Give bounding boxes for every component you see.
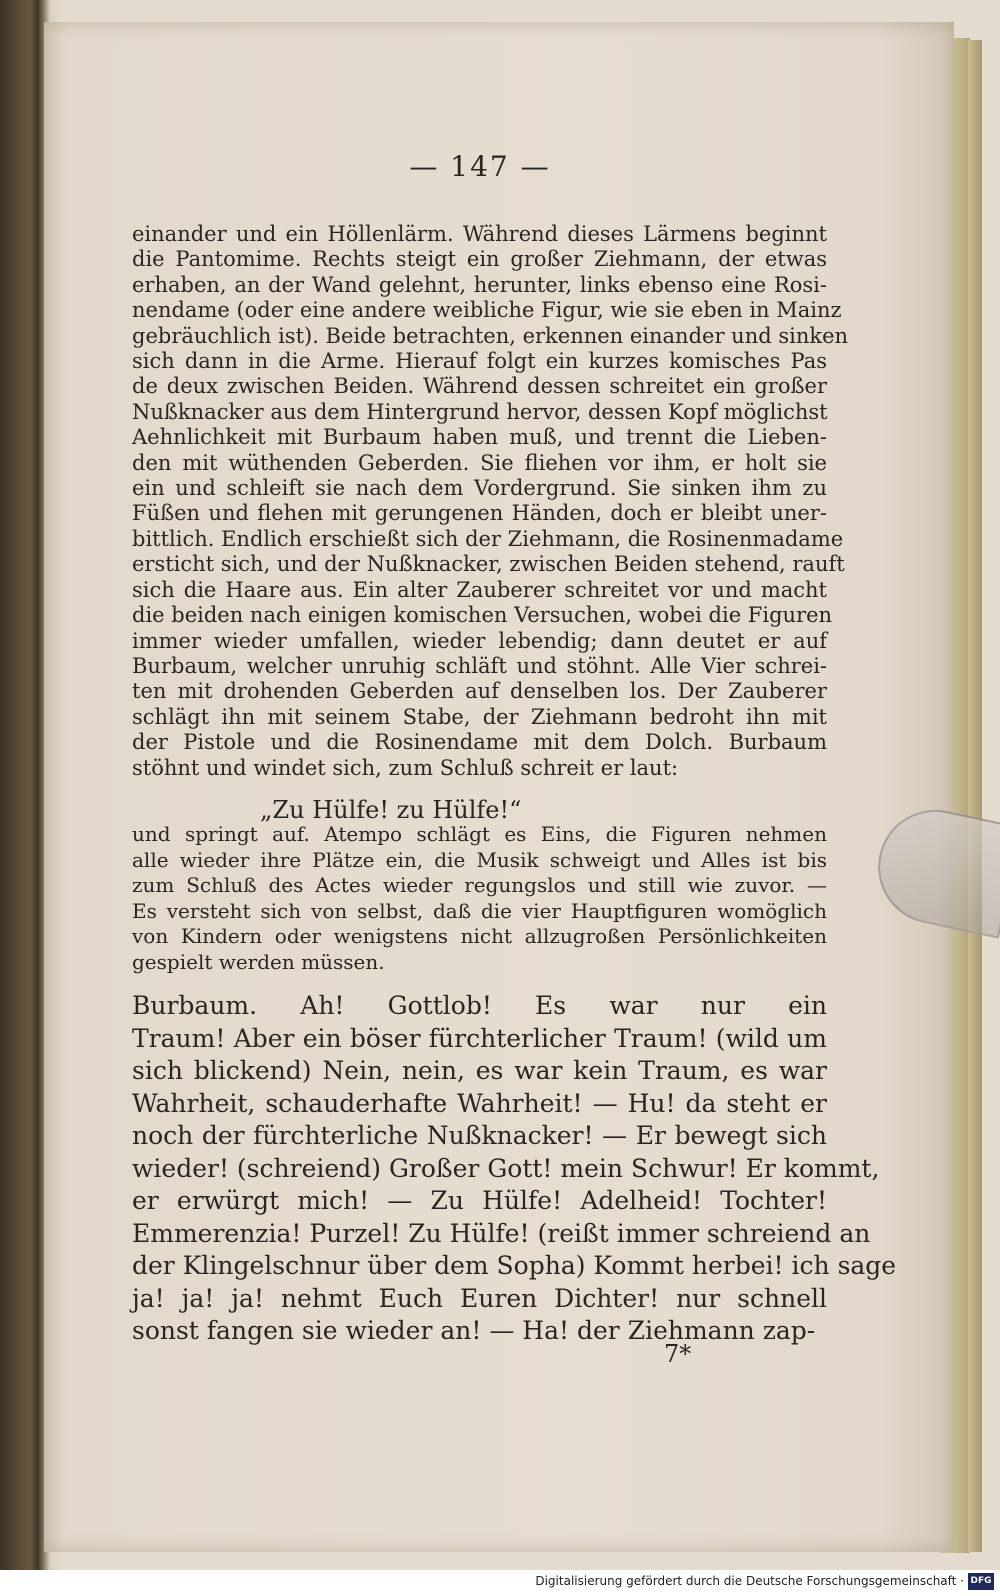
signature-mark: 7* [664, 1340, 692, 1368]
text-line: gebräuchlich ist). Beide betrachten, erkennen einander und sinken [132, 323, 849, 348]
text-line: alle wieder ihre Plätze ein, die Musik schweigt und Alles ist bis [132, 847, 827, 872]
footer-credit: Digitalisierung gefördert durch die Deutsche Forschungsgemeinschaft · [535, 1574, 964, 1588]
text-line: schlägt ihn mit seinem Stabe, der Ziehmann bedroht ihn mit [132, 704, 827, 729]
text-line: den mit wüthenden Geberden. Sie fliehen vor ihm, er holt sie [132, 450, 827, 475]
text-line: wieder! (schreiend) Großer Gott! mein Schwur! Er kommt, [132, 1153, 880, 1183]
text-line: ein und schleift sie nach dem Vordergrund. Sie sinken ihm zu [132, 476, 827, 501]
dfg-logo: DFG [968, 1573, 994, 1590]
text-line: nendame (oder eine andere weibliche Figur, wie sie eben in Mainz [132, 298, 842, 323]
text-line: Emmerenzia! Purzel! Zu Hülfe! (reißt immer schreiend an [132, 1218, 871, 1248]
paragraph-dialogue [132, 990, 897, 1348]
footer-bar [0, 1570, 1000, 1596]
paragraph-stage-directions [132, 222, 849, 781]
text-line: Burbaum, welcher unruhig schläft und stöhnt. Alle Vier schrei- [132, 653, 827, 678]
text-line: noch der fürchterliche Nußknacker! — Er bewegt sich [132, 1121, 827, 1150]
text-line: Es versteht sich von selbst, daß die vier Hauptfiguren womöglich [132, 898, 827, 923]
text-line: zum Schluß des Actes wieder regungslos und still wie zuvor. — [132, 873, 827, 897]
text-line: bittlich. Endlich erschießt sich der Ziehmann, die Rosinenmadame [132, 526, 844, 551]
text-line: der Klingelschnur über dem Sopha) Kommt herbei! ich sage [132, 1251, 897, 1280]
paragraph-continuation [132, 822, 827, 975]
text-line: immer wieder umfallen, wieder lebendig; dann deutet er auf [132, 628, 827, 653]
text-line: einander und ein Höllenlärm. Während dieses Lärmens beginnt [132, 222, 827, 246]
quote-line: „Zu Hülfe! zu Hülfe!“ [260, 796, 522, 824]
text-line: Nußknacker aus dem Hintergrund hervor, dessen Kopf möglichst [132, 399, 828, 424]
book-edge-outer [968, 40, 982, 1552]
text-line: Wahrheit, schauderhafte Wahrheit! — Hu! da steht er [132, 1088, 827, 1118]
text-line: er erwürgt mich! — Zu Hülfe! Adelheid! Tochter! [132, 1186, 827, 1215]
text-line: ersticht sich, und der Nußknacker, zwischen Beiden stehend, rauft [132, 552, 845, 577]
text-line: Traum! Aber ein böser fürchterlicher Traum! (wild um [132, 1023, 827, 1053]
text-line: Burbaum. Ah! Gottlob! Es war nur ein [132, 991, 827, 1020]
text-line: stöhnt und windet sich, zum Schluß schreit er laut: [132, 755, 679, 780]
text-line: der Pistole und die Rosinendame mit dem Dolch. Burbaum [132, 730, 827, 755]
text-line: erhaben, an der Wand gelehnt, herunter, links ebenso eine Rosi- [132, 272, 827, 297]
text-line: sich die Haare aus. Ein alter Zauberer schreitet vor und macht [132, 577, 827, 602]
text-line: die Pantomime. Rechts steigt ein großer Ziehmann, der etwas [132, 247, 827, 272]
text-line: sonst fangen sie wieder an! — Ha! der Ziehmann zap- [132, 1316, 816, 1345]
text-line: und springt auf. Atempo schlägt es Eins, die Figuren nehmen [132, 822, 827, 846]
page-number: — 147 — [409, 150, 551, 183]
text-line: ja! ja! ja! nehmt Euch Euren Dichter! nur schnell [132, 1283, 827, 1313]
text-line: ten mit drohenden Geberden auf denselben los. Der Zauberer [132, 679, 827, 704]
text-line: gespielt werden müssen. [132, 949, 385, 974]
text-line: von Kindern oder wenigstens nicht allzugroßen Persönlichkeiten [132, 924, 827, 948]
text-line: die beiden nach einigen komischen Versuchen, wobei die Figuren [132, 603, 833, 628]
text-line: Füßen und flehen mit gerungenen Händen, doch er bleibt uner- [132, 501, 827, 526]
text-line: de deux zwischen Beiden. Während dessen schreitet ein großer [132, 374, 827, 399]
text-line: sich dann in die Arme. Hierauf folgt ein kurzes komisches Pas [132, 349, 827, 374]
text-line: sich blickend) Nein, nein, es war kein Traum, es war [132, 1056, 827, 1085]
text-line: Aehnlichkeit mit Burbaum haben muß, und trennt die Lieben- [132, 425, 827, 450]
